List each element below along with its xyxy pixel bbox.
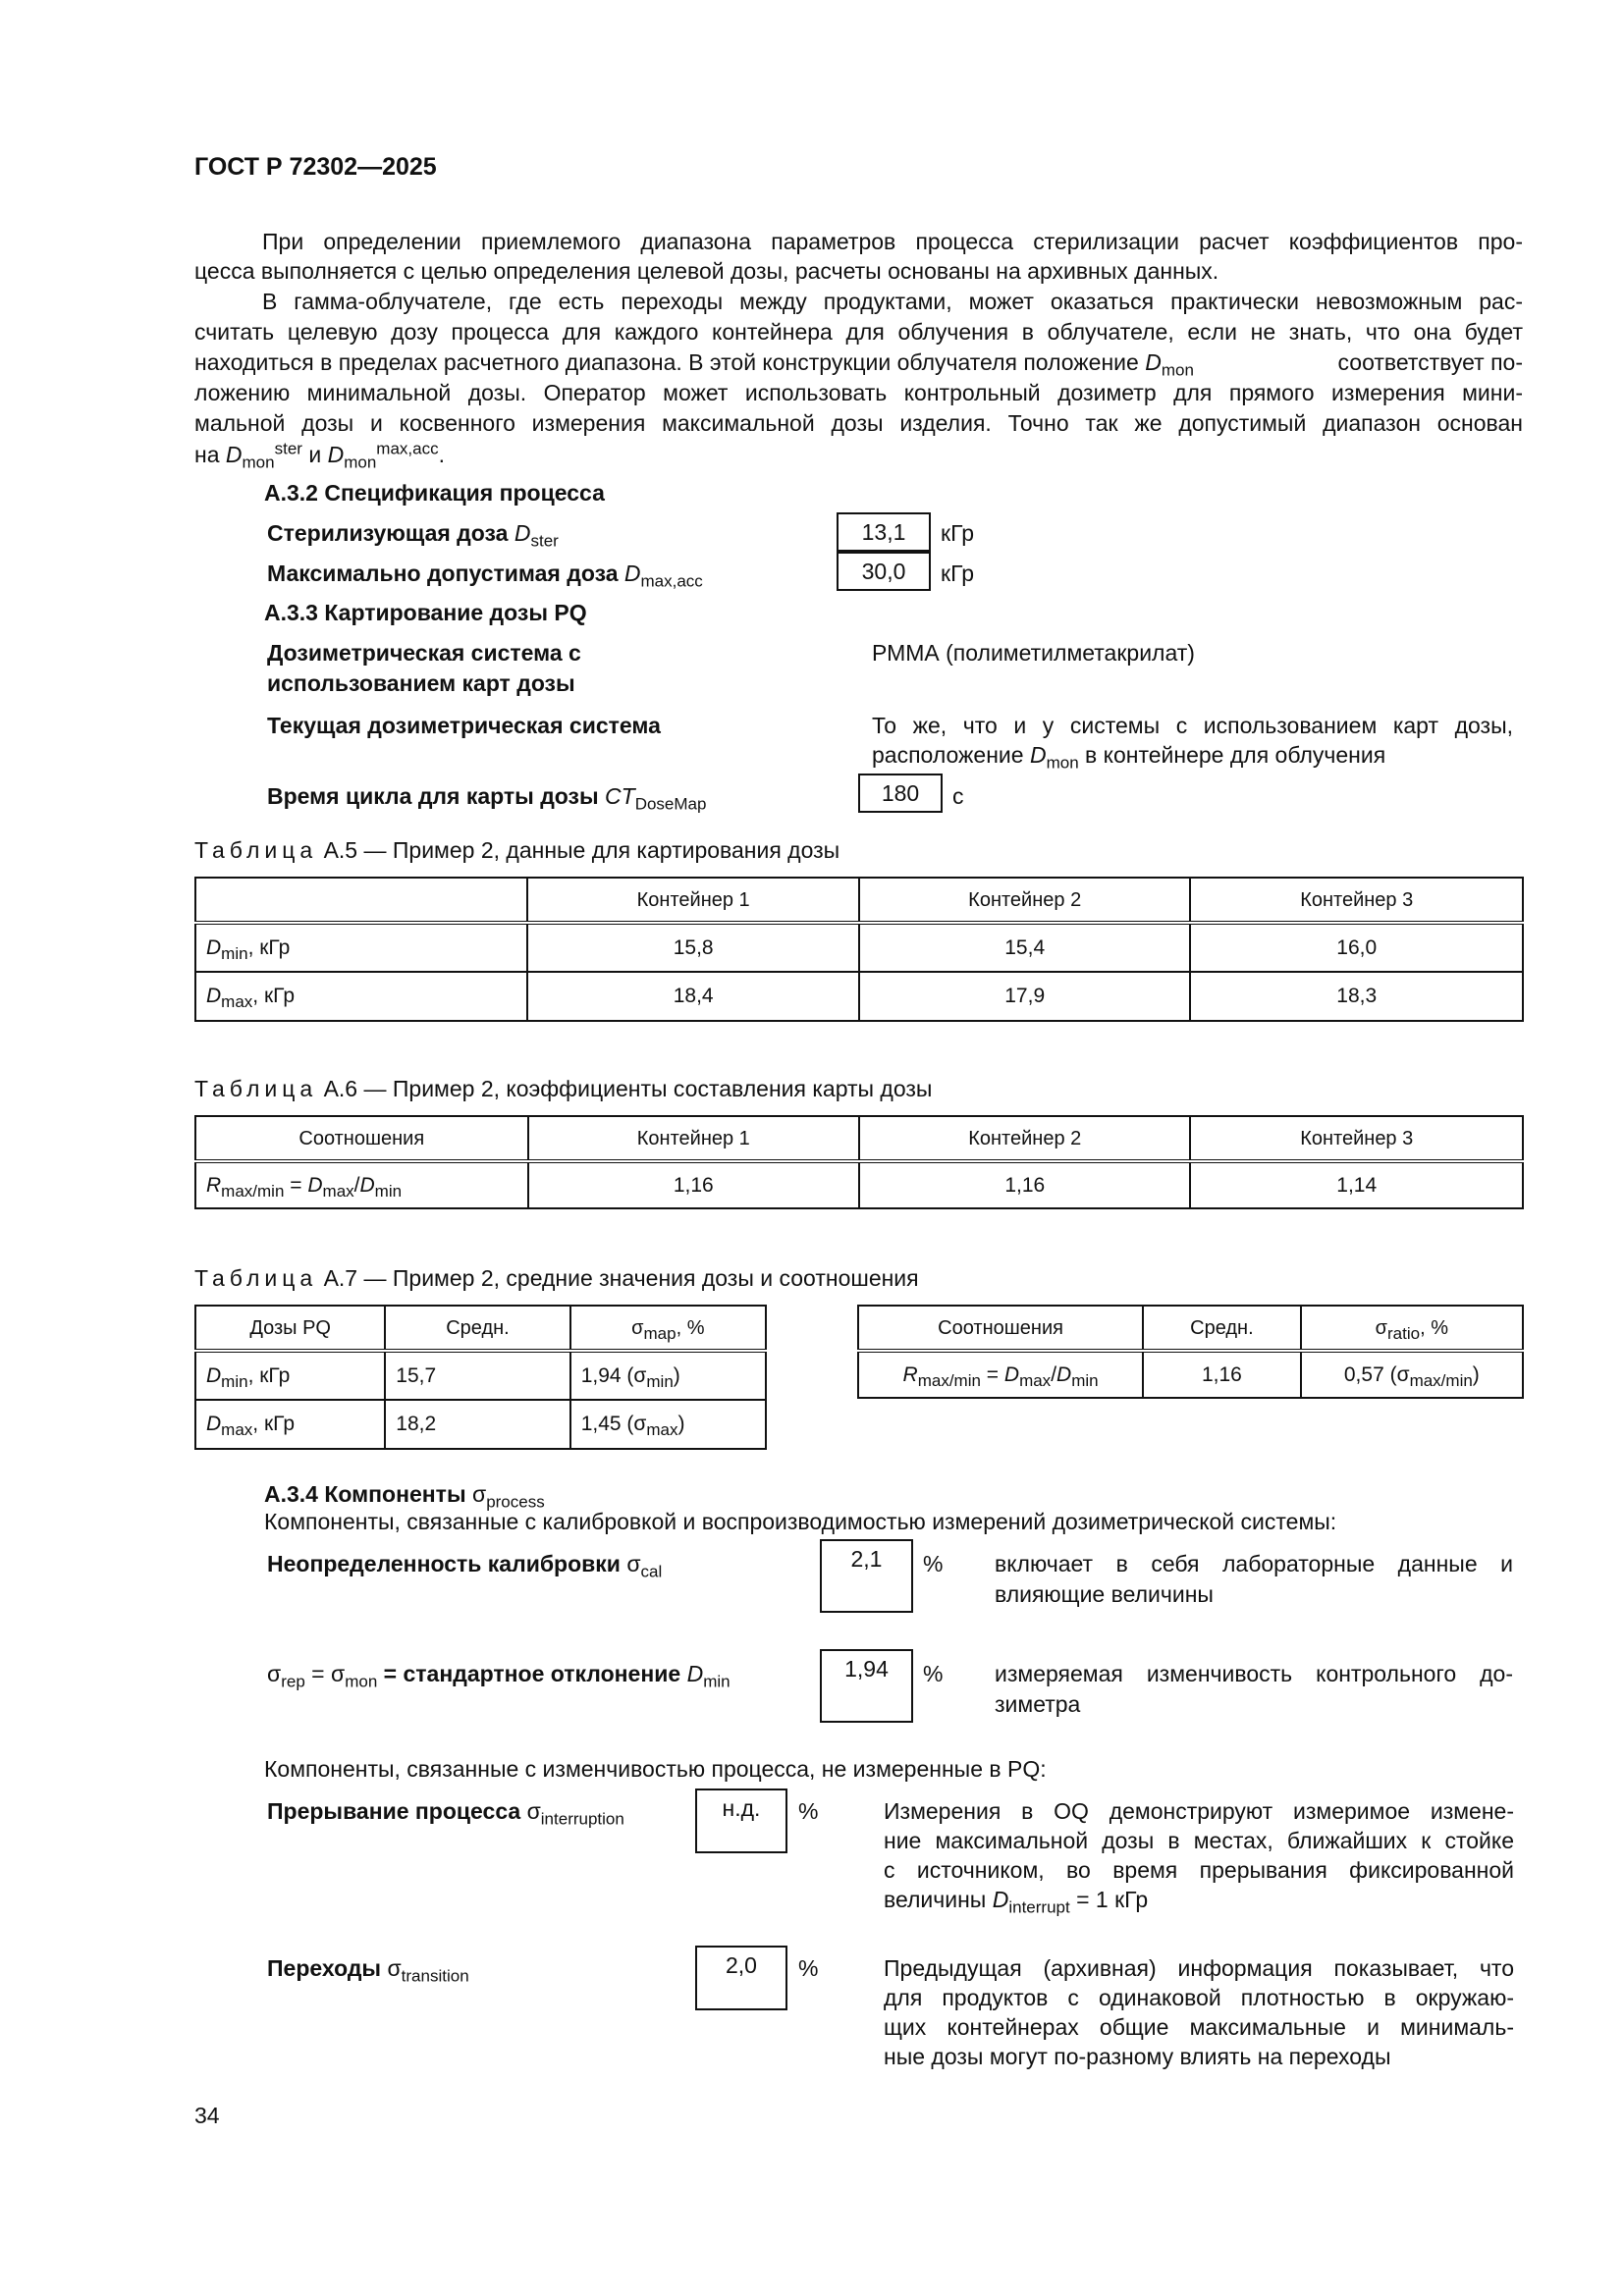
percent-label: % xyxy=(798,1798,819,1824)
cell: 18,4 xyxy=(527,972,859,1021)
unit-label: кГр xyxy=(941,520,975,546)
intro-line: считать целевую дозу процесса для каждого контейнера для облучения в облучателе, если не знать, что она будет xyxy=(194,319,1523,345)
table-header: $\sigma_{map}$, % xyxy=(570,1306,766,1351)
percent-label: % xyxy=(798,1955,819,1981)
spec-heading: А.3.2 Спецификация процесса xyxy=(264,480,605,506)
routine-dosimetry-value: расположение $D_{mon}$ в контейнере для облучения xyxy=(872,742,1386,773)
table-a5-caption: Таблица А.5 — Пример 2, данные для картирования дозы xyxy=(194,837,840,863)
table-header: Средн. xyxy=(385,1306,569,1351)
cell: 1,94 $(\sigma_{min})$ xyxy=(570,1351,766,1400)
mapping-heading: А.3.3 Картирование дозы PQ xyxy=(264,600,587,625)
transition-value: 2,0 xyxy=(695,1946,787,2010)
table-header: Контейнер 3 xyxy=(1190,1116,1523,1161)
transition-desc: для продуктов с одинаковой плотностью в окружаю- xyxy=(884,1985,1514,2010)
cell: 16,0 xyxy=(1190,923,1523,972)
interruption-desc: величины $D_{interrupt} = 1$ кГр xyxy=(884,1887,1149,1917)
row-label: $D_{min}$, кГр xyxy=(195,923,527,972)
transition-desc: щих контейнерах общие максимальные и минималь- xyxy=(884,2014,1514,2040)
table-a7-right xyxy=(857,1305,1524,1399)
cell: 18,2 xyxy=(385,1400,569,1449)
cell: 18,3 xyxy=(1190,972,1523,1021)
table-row xyxy=(195,1161,1523,1208)
interruption-desc: Измерения в OQ демонстрируют измеримое измене- xyxy=(884,1798,1514,1824)
percent-label: % xyxy=(923,1551,944,1576)
cell: 1,16 xyxy=(859,1161,1190,1208)
cell: 1,16 xyxy=(1143,1351,1301,1398)
transition-desc: ные дозы могут по-разному влиять на переходы xyxy=(884,2044,1391,2069)
table-row xyxy=(195,1351,766,1400)
sterilization-dose-label: Стерилизующая доза $D_{ster}$ xyxy=(267,520,559,551)
percent-label: % xyxy=(923,1661,944,1686)
interruption-value: н.д. xyxy=(695,1789,787,1853)
calibration-intro: Компоненты, связанные с калибровкой и воспроизводимостью измерений дозиметрической системы: xyxy=(264,1509,1337,1534)
row-label: $R_{max/min} = D_{max}/D_{min}$ xyxy=(195,1161,528,1208)
intro-line: цесса выполняется с целью определения целевой дозы, расчеты основаны на архивных данных. xyxy=(194,258,1219,284)
intro-line: мальной дозы и косвенного измерения максимальной дозы изделия. Точно так же допустимый диапазон основан xyxy=(194,410,1523,436)
dosimetry-system-value: РММА (полиметилметакрилат) xyxy=(872,640,1195,666)
table-header: Контейнер 3 xyxy=(1190,878,1523,923)
repeatability-label: $\sigma_{rep} = \sigma_{mon}$ = стандартное отклонение $D_{min}$ xyxy=(267,1661,731,1691)
row-label: $R_{max/min} = D_{max}/D_{min}$ xyxy=(858,1351,1143,1398)
intro-line: В гамма-облучателе, где есть переходы между продуктами, может оказаться практически невозможным рас- xyxy=(262,289,1523,314)
interruption-desc: ние максимальной дозы в местах, ближайших к стойке xyxy=(884,1828,1514,1853)
table-row xyxy=(195,1400,766,1449)
table-row xyxy=(858,1351,1523,1398)
table-a6 xyxy=(194,1115,1524,1209)
page-number: 34 xyxy=(194,2103,220,2128)
table-header: Контейнер 2 xyxy=(859,878,1191,923)
repeatability-desc: измеряемая изменчивость контрольного до-зиметра xyxy=(995,1661,1513,1717)
calibration-desc: включает в себя лабораторные данные и влияющие величины xyxy=(995,1551,1513,1607)
interruption-label: Прерывание процесса $\sigma_{interruption}$ xyxy=(267,1798,624,1829)
row-label: $D_{min}$, кГр xyxy=(195,1351,385,1400)
table-header: Средн. xyxy=(1143,1306,1301,1351)
max-dose-label: Максимально допустимая доза $D_{max,acc}$ xyxy=(267,561,703,591)
routine-dosimetry-value: То же, что и у системы с использованием карт дозы, xyxy=(872,713,1513,738)
routine-dosimetry-label: Текущая дозиметрическая система xyxy=(267,713,661,738)
table-header: Соотношения xyxy=(858,1306,1143,1351)
cell: 17,9 xyxy=(859,972,1191,1021)
cell: 1,14 xyxy=(1190,1161,1523,1208)
table-a7-left xyxy=(194,1305,767,1450)
table-header xyxy=(195,878,527,923)
table-a6-caption: Таблица А.6 — Пример 2, коэффициенты составления карты дозы xyxy=(194,1076,933,1101)
table-header: Дозы PQ xyxy=(195,1306,385,1351)
intro-line: При определении приемлемого диапазона параметров процесса стерилизации расчет коэффициентов про- xyxy=(262,229,1523,254)
sterilization-dose-value: 13,1 xyxy=(837,512,931,552)
calibration-label: Неопределенность калибровки $\sigma_{cal}$ xyxy=(267,1551,663,1581)
intro-line: находиться в пределах расчетного диапазона. В этой конструкции облучателя положение $D_{mon}$ соответствует по- xyxy=(194,349,1523,380)
calibration-value: 2,1 xyxy=(820,1539,913,1613)
cell: 1,45 $(\sigma_{max})$ xyxy=(570,1400,766,1449)
table-header: Контейнер 2 xyxy=(859,1116,1190,1161)
cell: 0,57 $(\sigma_{max/min})$ xyxy=(1301,1351,1523,1398)
row-label: $D_{max}$, кГр xyxy=(195,1400,385,1449)
intro-line: на $D_{mon}^{ster}$ и $D_{mon}^{max,acc}$. xyxy=(194,439,445,472)
dosimetry-system-label: Дозиметрическая система с xyxy=(267,640,581,666)
cell: 15,8 xyxy=(527,923,859,972)
transition-label: Переходы $\sigma_{transition}$ xyxy=(267,1955,469,1986)
table-row xyxy=(195,972,1523,1021)
document-id: ГОСТ Р 72302—2025 xyxy=(194,153,437,181)
table-header: Контейнер 1 xyxy=(528,1116,859,1161)
dosimetry-system-label: использованием карт дозы xyxy=(267,670,575,696)
components-heading: А.3.4 Компоненты $\sigma_{process}$ xyxy=(264,1481,545,1512)
cycle-time-unit: с xyxy=(952,783,964,809)
transition-desc: Предыдущая (архивная) информация показывает, что xyxy=(884,1955,1514,1981)
unit-label: кГр xyxy=(941,561,975,586)
cell: 1,16 xyxy=(528,1161,859,1208)
table-header: Контейнер 1 xyxy=(527,878,859,923)
intro-line: ложению минимальной дозы. Оператор может использовать контрольный дозиметр для прямого измерения мини- xyxy=(194,380,1523,405)
table-row xyxy=(195,923,1523,972)
table-header: Соотношения xyxy=(195,1116,528,1161)
row-label: $D_{max}$, кГр xyxy=(195,972,527,1021)
max-dose-value: 30,0 xyxy=(837,552,931,591)
cell: 15,4 xyxy=(859,923,1191,972)
table-a5 xyxy=(194,877,1524,1022)
cycle-time-label: Время цикла для карты дозы $CT_{DoseMap}$ xyxy=(267,783,707,814)
cell: 15,7 xyxy=(385,1351,569,1400)
repeatability-value: 1,94 xyxy=(820,1649,913,1723)
process-intro: Компоненты, связанные с изменчивостью процесса, не измеренные в PQ: xyxy=(264,1756,1047,1782)
table-a7-caption: Таблица А.7 — Пример 2, средние значения дозы и соотношения xyxy=(194,1265,919,1291)
cycle-time-value: 180 xyxy=(858,774,943,813)
interruption-desc: с источником, во время прерывания фиксированной xyxy=(884,1857,1514,1883)
table-header: $\sigma_{ratio}$, % xyxy=(1301,1306,1523,1351)
